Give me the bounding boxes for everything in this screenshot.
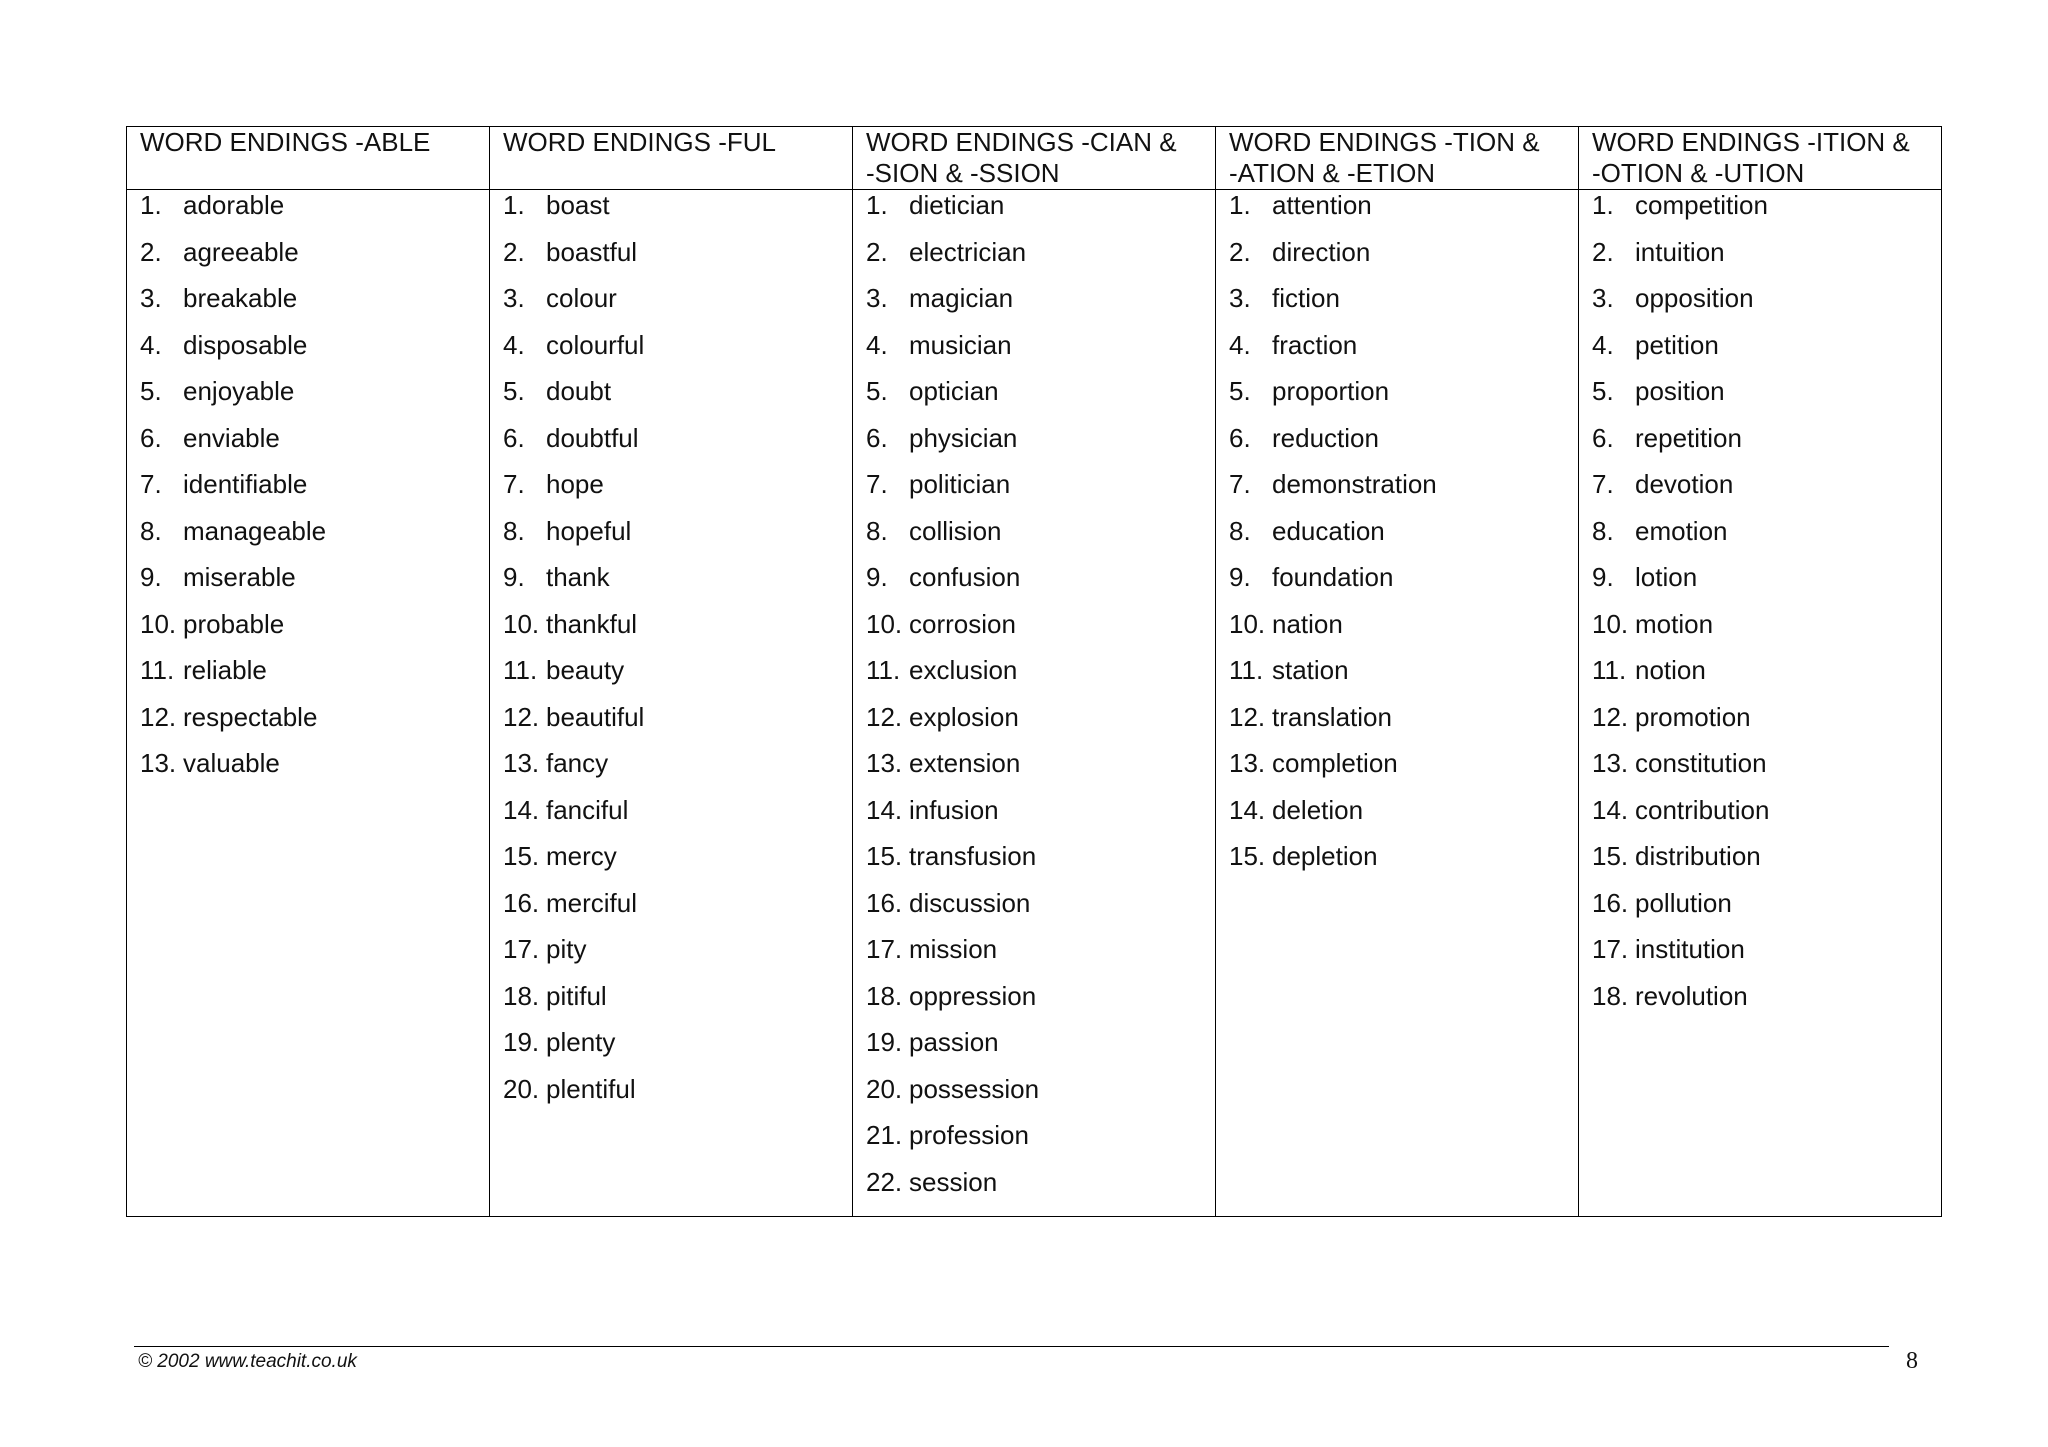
item-number: 4. <box>503 329 525 360</box>
item-number: 16. <box>866 887 903 918</box>
item-word: education <box>1272 515 1385 546</box>
column-header <box>853 127 1216 190</box>
list-item <box>503 1027 842 1074</box>
column-header <box>490 127 853 190</box>
list-item <box>503 562 842 609</box>
item-word: notion <box>1635 655 1706 685</box>
list-item <box>1229 609 1568 656</box>
item-word: mission <box>909 934 998 964</box>
item-number: 9. <box>503 562 525 592</box>
list-item <box>1592 330 1931 377</box>
item-word: completion <box>1272 748 1398 778</box>
item-word: intuition <box>1635 236 1725 267</box>
list-item <box>866 562 1205 609</box>
item-word: petition <box>1635 329 1719 360</box>
item-number: 1. <box>1229 190 1251 220</box>
item-number: 6. <box>1592 422 1614 453</box>
list-item <box>1592 562 1931 609</box>
word-list <box>140 190 479 795</box>
item-number: 14. <box>1229 794 1266 825</box>
item-word: beautiful <box>546 701 645 732</box>
item-word: fancy <box>546 748 609 778</box>
item-word: exclusion <box>909 655 1018 685</box>
word-list <box>1229 190 1568 888</box>
item-word: competition <box>1635 190 1768 220</box>
list-item <box>866 283 1205 330</box>
item-word: institution <box>1635 934 1745 964</box>
item-number: 9. <box>1229 562 1251 592</box>
item-word: station <box>1272 655 1349 685</box>
item-number: 11. <box>1229 655 1264 685</box>
list-item <box>866 795 1205 842</box>
list-item <box>1229 795 1568 842</box>
item-word: doubt <box>546 376 612 406</box>
list-item <box>1229 748 1568 795</box>
item-number: 1. <box>140 190 162 220</box>
list-item <box>1229 283 1568 330</box>
item-word: devotion <box>1635 469 1734 499</box>
item-word: politician <box>909 469 1011 499</box>
list-item <box>866 1167 1205 1214</box>
list-item <box>1229 376 1568 423</box>
list-item <box>1592 237 1931 284</box>
list-item <box>503 795 842 842</box>
column-header-line: -SION & -SSION <box>866 158 1060 188</box>
list-item <box>140 423 479 470</box>
item-word: deletion <box>1272 794 1364 825</box>
item-number: 5. <box>1229 376 1251 406</box>
word-list-cell <box>1216 190 1579 1217</box>
column-header <box>127 127 490 190</box>
list-item <box>140 702 479 749</box>
item-word: session <box>909 1166 998 1197</box>
list-item <box>503 934 842 981</box>
word-list <box>866 190 1205 1213</box>
item-number: 15. <box>503 841 540 871</box>
list-item <box>503 702 842 749</box>
item-word: physician <box>909 422 1018 453</box>
item-number: 2. <box>1229 236 1251 267</box>
list-item <box>503 888 842 935</box>
item-word: magician <box>909 283 1014 313</box>
item-number: 19. <box>866 1027 903 1057</box>
item-word: pitiful <box>546 980 607 1011</box>
footer-divider <box>134 1346 1889 1347</box>
list-item <box>1592 655 1931 702</box>
list-item <box>140 237 479 284</box>
column-header-line: -ATION & -ETION <box>1229 158 1436 188</box>
item-number: 2. <box>1592 236 1614 267</box>
item-word: attention <box>1272 190 1372 220</box>
item-number: 3. <box>140 283 162 313</box>
item-number: 21. <box>866 1120 903 1150</box>
item-word: corrosion <box>909 608 1016 639</box>
item-number: 17. <box>503 934 540 964</box>
item-word: repetition <box>1635 422 1742 453</box>
item-number: 13. <box>503 748 540 778</box>
list-item <box>503 516 842 563</box>
item-number: 4. <box>140 329 162 360</box>
item-number: 5. <box>866 376 888 406</box>
item-word: thankful <box>546 608 638 639</box>
item-word: disposable <box>183 329 308 360</box>
list-item <box>503 190 842 237</box>
list-item <box>1592 376 1931 423</box>
list-item <box>503 469 842 516</box>
item-number: 7. <box>1592 469 1614 499</box>
list-item <box>1229 702 1568 749</box>
item-word: reliable <box>183 655 267 685</box>
item-number: 1. <box>1592 190 1614 220</box>
item-word: musician <box>909 329 1012 360</box>
item-word: emotion <box>1635 515 1728 546</box>
item-word: discussion <box>909 887 1031 918</box>
item-number: 2. <box>503 236 525 267</box>
item-word: profession <box>909 1120 1029 1150</box>
item-word: fraction <box>1272 329 1358 360</box>
item-number: 9. <box>1592 562 1614 592</box>
word-list-cell <box>853 190 1216 1217</box>
item-number: 6. <box>503 422 525 453</box>
list-item <box>503 283 842 330</box>
item-number: 3. <box>1592 283 1614 313</box>
item-word: dietician <box>909 190 1005 220</box>
item-number: 8. <box>1592 515 1614 546</box>
item-number: 7. <box>503 469 525 499</box>
item-word: enviable <box>183 422 280 453</box>
list-item <box>1229 841 1568 888</box>
item-word: identifiable <box>183 469 308 499</box>
column-header-line: WORD ENDINGS -ITION & <box>1592 127 1910 157</box>
item-word: explosion <box>909 701 1019 732</box>
item-number: 20. <box>866 1073 903 1104</box>
item-number: 8. <box>140 515 162 546</box>
item-word: fanciful <box>546 794 629 825</box>
item-number: 12. <box>140 701 177 732</box>
list-item <box>1592 469 1931 516</box>
item-word: plentiful <box>546 1073 636 1104</box>
list-item <box>1229 469 1568 516</box>
item-number: 5. <box>503 376 525 406</box>
list-item <box>866 237 1205 284</box>
item-word: doubtful <box>546 422 639 453</box>
item-number: 17. <box>866 934 903 964</box>
item-number: 11. <box>503 655 538 685</box>
list-item <box>866 469 1205 516</box>
item-word: passion <box>909 1027 999 1057</box>
item-word: miserable <box>183 562 296 592</box>
item-word: motion <box>1635 608 1714 639</box>
item-word: agreeable <box>183 236 299 267</box>
list-item <box>1592 190 1931 237</box>
item-number: 3. <box>866 283 888 313</box>
list-item <box>866 190 1205 237</box>
item-number: 5. <box>140 376 162 406</box>
list-item <box>140 516 479 563</box>
word-list-cell <box>1579 190 1942 1217</box>
list-item <box>866 1027 1205 1074</box>
item-number: 17. <box>1592 934 1629 964</box>
word-endings-table <box>126 126 1942 1217</box>
column-header-line: -OTION & -UTION <box>1592 158 1805 188</box>
item-number: 13. <box>140 748 177 778</box>
list-item <box>503 609 842 656</box>
column-header <box>1216 127 1579 190</box>
item-number: 4. <box>866 329 888 360</box>
item-word: revolution <box>1635 980 1748 1011</box>
list-item <box>140 376 479 423</box>
item-number: 11. <box>866 655 901 685</box>
item-word: pollution <box>1635 887 1732 918</box>
list-item <box>1592 609 1931 656</box>
item-number: 15. <box>866 841 903 871</box>
item-word: thank <box>546 562 610 592</box>
item-word: contribution <box>1635 794 1770 825</box>
item-number: 19. <box>503 1027 540 1057</box>
item-number: 15. <box>1592 841 1629 871</box>
item-word: boastful <box>546 236 638 267</box>
item-number: 13. <box>1229 748 1266 778</box>
item-word: optician <box>909 376 999 406</box>
item-number: 5. <box>1592 376 1614 406</box>
item-word: pity <box>546 934 587 964</box>
item-number: 4. <box>1592 329 1614 360</box>
list-item <box>140 748 479 795</box>
item-number: 14. <box>866 794 903 825</box>
list-item <box>140 330 479 377</box>
column-header-line: WORD ENDINGS -ABLE <box>140 127 431 157</box>
item-word: boast <box>546 190 610 220</box>
item-word: colourful <box>546 329 645 360</box>
item-word: collision <box>909 515 1002 546</box>
list-item <box>503 748 842 795</box>
item-number: 4. <box>1229 329 1251 360</box>
item-number: 9. <box>866 562 888 592</box>
item-number: 18. <box>866 980 903 1011</box>
item-number: 6. <box>1229 422 1251 453</box>
item-word: valuable <box>183 748 280 778</box>
list-item <box>1592 795 1931 842</box>
list-item <box>866 981 1205 1028</box>
item-number: 10. <box>503 608 540 639</box>
item-word: constitution <box>1635 748 1767 778</box>
column-header <box>1579 127 1942 190</box>
item-number: 15. <box>1229 841 1266 871</box>
list-item <box>1229 330 1568 377</box>
item-number: 22. <box>866 1166 903 1197</box>
list-item <box>1229 190 1568 237</box>
list-item <box>140 562 479 609</box>
item-number: 11. <box>140 655 175 685</box>
item-word: fiction <box>1272 283 1340 313</box>
item-number: 12. <box>1229 701 1266 732</box>
list-item <box>866 655 1205 702</box>
item-word: opposition <box>1635 283 1754 313</box>
list-item <box>866 888 1205 935</box>
item-word: foundation <box>1272 562 1394 592</box>
item-word: confusion <box>909 562 1021 592</box>
list-item <box>140 655 479 702</box>
item-number: 10. <box>866 608 903 639</box>
item-number: 10. <box>1592 608 1629 639</box>
footer-copyright: © 2002 www.teachit.co.uk <box>138 1351 357 1372</box>
list-item <box>503 1074 842 1121</box>
list-item <box>866 934 1205 981</box>
item-word: reduction <box>1272 422 1379 453</box>
item-word: breakable <box>183 283 298 313</box>
list-item <box>1592 748 1931 795</box>
list-item <box>866 1074 1205 1121</box>
list-item <box>503 841 842 888</box>
list-item <box>1229 655 1568 702</box>
item-word: adorable <box>183 190 285 220</box>
item-word: oppression <box>909 980 1037 1011</box>
list-item <box>866 748 1205 795</box>
item-number: 7. <box>866 469 888 499</box>
column-header-line: WORD ENDINGS -TION & <box>1229 127 1540 157</box>
item-word: transfusion <box>909 841 1037 871</box>
item-word: infusion <box>909 794 999 825</box>
item-word: lotion <box>1635 562 1698 592</box>
item-word: demonstration <box>1272 469 1437 499</box>
item-number: 2. <box>866 236 888 267</box>
item-number: 1. <box>866 190 888 220</box>
item-word: probable <box>183 608 285 639</box>
item-word: plenty <box>546 1027 616 1057</box>
word-list <box>503 190 842 1120</box>
item-number: 10. <box>1229 608 1266 639</box>
list-item <box>1229 237 1568 284</box>
list-item <box>140 190 479 237</box>
item-number: 12. <box>1592 701 1629 732</box>
item-word: translation <box>1272 701 1392 732</box>
item-number: 10. <box>140 608 177 639</box>
item-word: colour <box>546 283 617 313</box>
item-word: extension <box>909 748 1021 778</box>
item-number: 7. <box>140 469 162 499</box>
header-row <box>127 127 1942 190</box>
list-item <box>140 283 479 330</box>
list-item <box>866 1120 1205 1167</box>
list-item <box>1229 562 1568 609</box>
item-word: mercy <box>546 841 617 871</box>
list-item <box>503 655 842 702</box>
list-item <box>1592 841 1931 888</box>
list-item <box>503 981 842 1028</box>
column-header-line: WORD ENDINGS -CIAN & <box>866 127 1177 157</box>
item-word: direction <box>1272 236 1371 267</box>
item-number: 16. <box>503 887 540 918</box>
list-item <box>866 516 1205 563</box>
item-word: respectable <box>183 701 318 732</box>
item-number: 18. <box>1592 980 1629 1011</box>
word-list-cell <box>490 190 853 1217</box>
item-word: hope <box>546 469 604 499</box>
item-word: manageable <box>183 515 327 546</box>
item-number: 16. <box>1592 887 1629 918</box>
list-item <box>1229 516 1568 563</box>
list-item <box>1592 934 1931 981</box>
item-number: 6. <box>140 422 162 453</box>
list-item <box>1592 516 1931 563</box>
item-number: 18. <box>503 980 540 1011</box>
item-number: 13. <box>1592 748 1629 778</box>
item-number: 12. <box>866 701 903 732</box>
column-header-line: WORD ENDINGS -FUL <box>503 127 776 157</box>
list-item <box>1592 702 1931 749</box>
item-number: 8. <box>866 515 888 546</box>
word-list-cell <box>127 190 490 1217</box>
list-item <box>503 423 842 470</box>
item-number: 3. <box>1229 283 1251 313</box>
item-number: 14. <box>503 794 540 825</box>
item-number: 2. <box>140 236 162 267</box>
word-lists-row <box>127 190 1942 1217</box>
list-item <box>140 609 479 656</box>
item-word: position <box>1635 376 1725 406</box>
list-item <box>503 376 842 423</box>
item-word: electrician <box>909 236 1027 267</box>
item-word: nation <box>1272 608 1343 639</box>
item-number: 13. <box>866 748 903 778</box>
item-word: enjoyable <box>183 376 295 406</box>
item-number: 7. <box>1229 469 1251 499</box>
item-word: depletion <box>1272 841 1378 871</box>
item-number: 6. <box>866 422 888 453</box>
list-item <box>503 237 842 284</box>
list-item <box>866 841 1205 888</box>
item-number: 8. <box>1229 515 1251 546</box>
item-number: 20. <box>503 1073 540 1104</box>
item-number: 9. <box>140 562 162 592</box>
item-number: 12. <box>503 701 540 732</box>
list-item <box>866 609 1205 656</box>
list-item <box>140 469 479 516</box>
item-number: 1. <box>503 190 525 220</box>
item-word: possession <box>909 1073 1040 1104</box>
list-item <box>1592 283 1931 330</box>
list-item <box>1592 888 1931 935</box>
list-item <box>866 702 1205 749</box>
list-item <box>866 423 1205 470</box>
list-item <box>1592 423 1931 470</box>
item-word: distribution <box>1635 841 1761 871</box>
item-number: 3. <box>503 283 525 313</box>
item-word: beauty <box>546 655 625 685</box>
list-item <box>1592 981 1931 1028</box>
list-item <box>866 330 1205 377</box>
item-word: proportion <box>1272 376 1390 406</box>
item-number: 14. <box>1592 794 1629 825</box>
page-number: 8 <box>1906 1348 1918 1374</box>
item-word: promotion <box>1635 701 1751 732</box>
list-item <box>503 330 842 377</box>
item-word: hopeful <box>546 515 632 546</box>
list-item <box>866 376 1205 423</box>
item-number: 8. <box>503 515 525 546</box>
word-list <box>1592 190 1931 1027</box>
item-word: merciful <box>546 887 638 918</box>
item-number: 11. <box>1592 655 1627 685</box>
list-item <box>1229 423 1568 470</box>
